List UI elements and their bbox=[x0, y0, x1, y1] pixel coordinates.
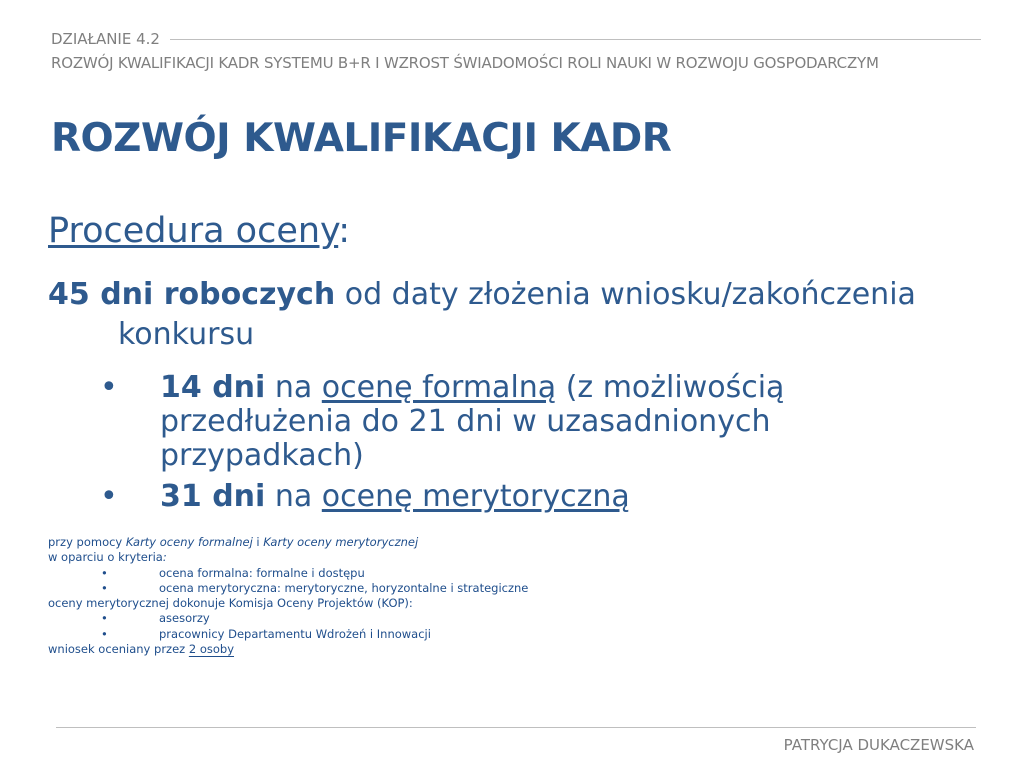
bullet-symbol: • bbox=[100, 479, 118, 514]
details-block bbox=[48, 535, 748, 657]
header-divider bbox=[170, 39, 981, 40]
bullet-mid: na bbox=[265, 479, 322, 514]
details-bullet-symbol: • bbox=[101, 626, 108, 641]
bullet-formal-assessment bbox=[100, 371, 860, 473]
footer-author: PATRYCJA DUKACZEWSKA bbox=[783, 736, 974, 754]
details-criteria-item bbox=[48, 566, 748, 581]
details-committee-line: oceny merytorycznej dokonuje Komisja Oceny Projektów (KOP): bbox=[48, 596, 413, 611]
details-reviewers-line bbox=[48, 642, 748, 657]
main-bold-duration: 45 dni roboczych bbox=[48, 277, 336, 312]
bullet-underlined: ocenę formalną bbox=[321, 370, 557, 405]
bullet-rest: (z możliwością przedłużenia do 21 dni w uzasadnionych przypadkach) bbox=[160, 370, 785, 473]
details-text: wniosek oceniany przez bbox=[48, 642, 189, 657]
details-tools-line bbox=[48, 535, 748, 550]
details-member-item bbox=[48, 611, 748, 626]
bullet-days: 14 dni bbox=[160, 370, 266, 405]
bullet-days: 31 dni bbox=[160, 479, 266, 514]
details-item-text: ocena merytoryczna: merytoryczne, horyzontalne i strategiczne bbox=[159, 580, 529, 595]
details-text: w oparciu o kryteria bbox=[48, 550, 163, 565]
details-item-text: asesorzy bbox=[159, 611, 210, 626]
details-item-text: pracownicy Departamentu Wdrożeń i Innowacji bbox=[159, 626, 431, 641]
details-criteria-item bbox=[48, 581, 748, 596]
details-bullet-symbol: • bbox=[101, 611, 108, 626]
details-form-name: Karty oceny merytorycznej bbox=[263, 535, 419, 549]
details-bullet-symbol: • bbox=[101, 580, 108, 595]
bullet-underlined: ocenę merytoryczną bbox=[321, 479, 630, 514]
details-criteria-line bbox=[48, 550, 748, 565]
bullet-text bbox=[160, 480, 860, 514]
bullet-text bbox=[160, 371, 860, 473]
procedure-colon: : bbox=[338, 211, 350, 251]
header-top-row bbox=[51, 30, 981, 48]
details-text: i bbox=[252, 535, 264, 549]
details-text: przy pomocy bbox=[48, 535, 126, 549]
slide-title: ROZWÓJ KWALIFIKACJI KADR bbox=[51, 116, 672, 161]
details-item-text: ocena formalna: formalne i dostępu bbox=[159, 565, 365, 580]
main-line-2: konkursu bbox=[118, 317, 255, 352]
details-member-item bbox=[48, 627, 748, 642]
main-statement bbox=[48, 277, 988, 353]
bullet-merit-assessment bbox=[100, 480, 860, 514]
bullet-mid: na bbox=[265, 370, 322, 405]
main-rest-text: od daty złożenia wniosku/zakończenia bbox=[335, 277, 916, 312]
bullet-symbol: • bbox=[100, 370, 118, 405]
details-reviewer-count: 2 osoby bbox=[188, 642, 235, 657]
details-bullet-symbol: • bbox=[101, 565, 108, 580]
footer-divider bbox=[56, 727, 976, 728]
procedure-heading bbox=[48, 211, 350, 251]
slide-header bbox=[51, 30, 981, 72]
details-form-name: Karty oceny formalnej bbox=[125, 535, 253, 549]
procedure-label: Procedura oceny bbox=[48, 211, 339, 251]
header-section-number: DZIAŁANIE 4.2 bbox=[51, 30, 160, 48]
header-section-title: ROZWÓJ KWALIFIKACJI KADR SYSTEMU B+R I WZROST ŚWIADOMOŚCI ROLI NAUKI W ROZWOJU GOSPODARCZYM bbox=[51, 54, 879, 72]
details-colon: : bbox=[162, 550, 167, 565]
main-line-1 bbox=[48, 277, 988, 313]
